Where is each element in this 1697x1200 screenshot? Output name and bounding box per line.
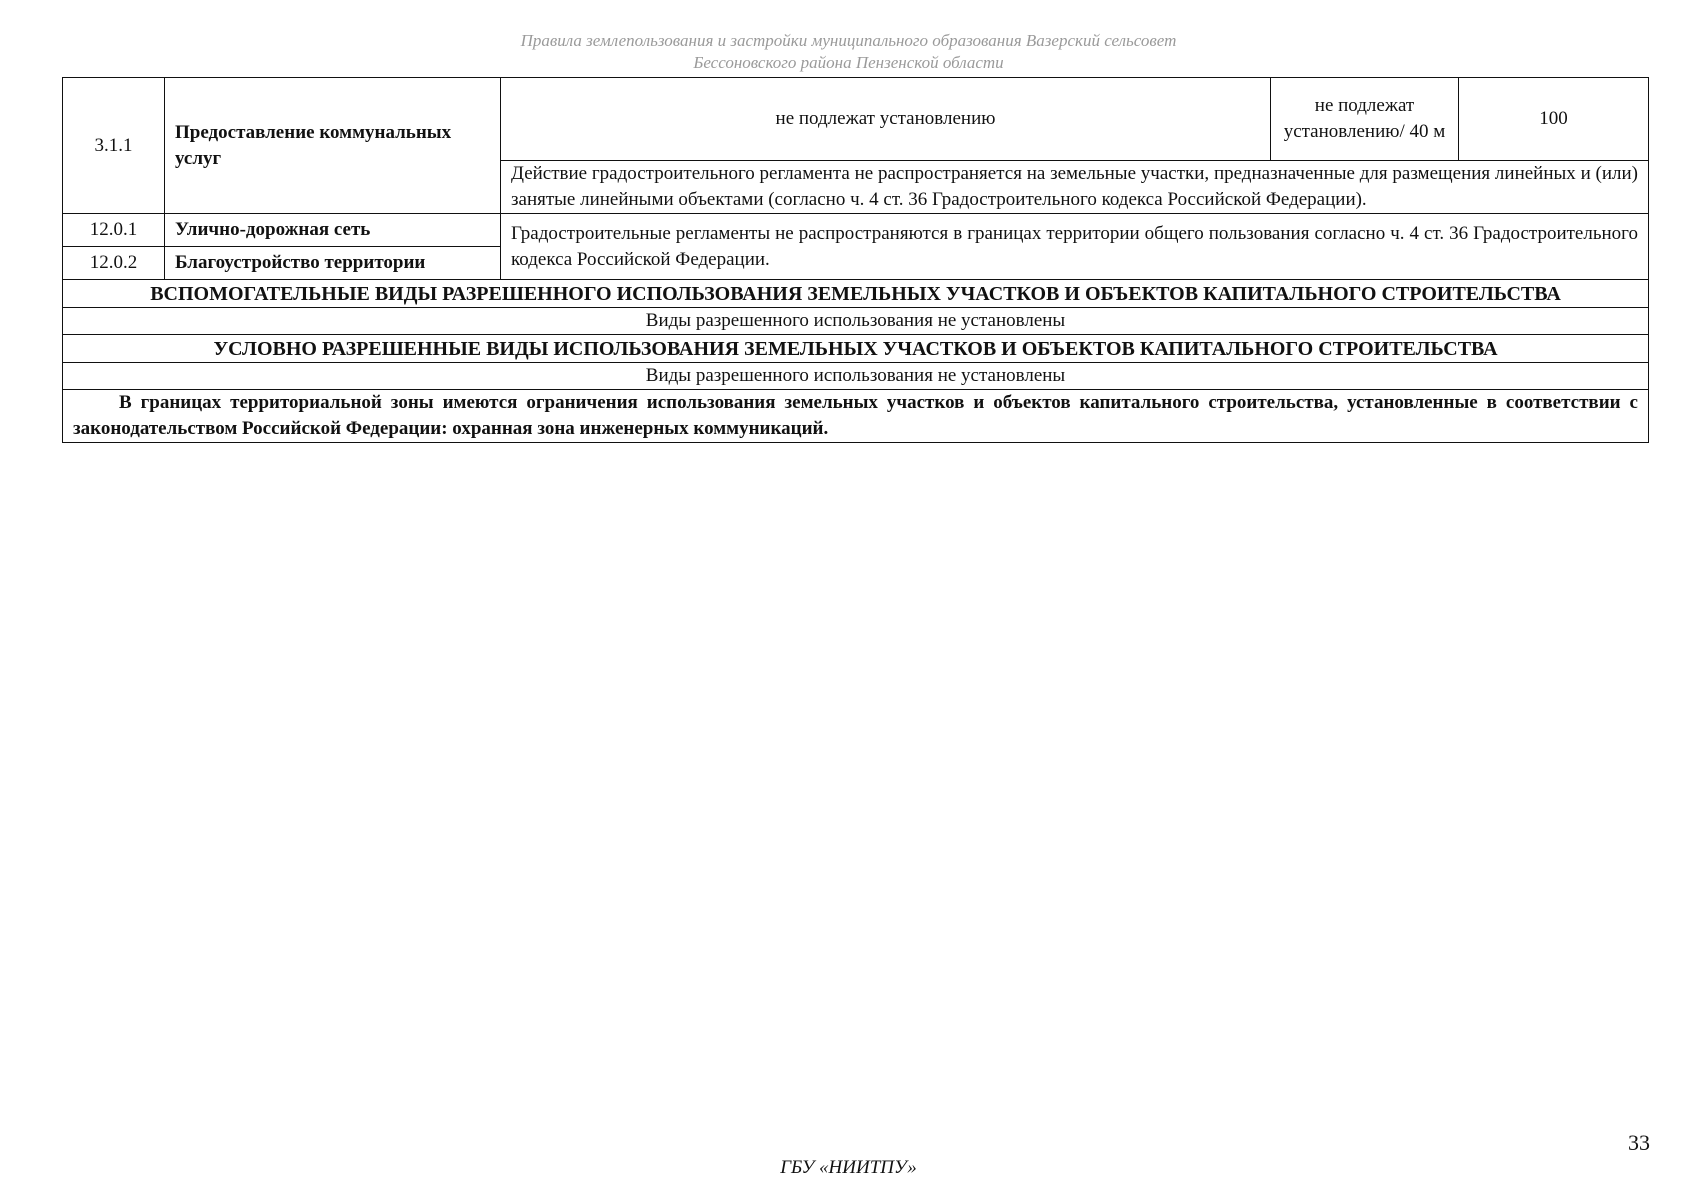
conditional-uses-value: Виды разрешенного использования не установлены	[63, 363, 1649, 390]
table-row	[63, 214, 1649, 247]
setback-cell: не подлежат установлению/ 40 м	[1271, 78, 1459, 161]
running-header-line-1: Правила землепользования и застройки муниципального образования Вазерский сельсовет	[520, 31, 1177, 50]
table-row	[63, 363, 1649, 390]
table-row	[63, 308, 1649, 335]
auxiliary-uses-heading: ВСПОМОГАТЕЛЬНЫЕ ВИДЫ РАЗРЕШЕННОГО ИСПОЛЬЗОВАНИЯ ЗЕМЕЛЬНЫХ УЧАСТКОВ И ОБЪЕКТОВ КАПИТАЛЬНОГО СТРОИТЕЛЬСТВА	[63, 280, 1649, 308]
table-row	[63, 280, 1649, 308]
use-code-12-0-1: 12.0.1	[63, 214, 165, 247]
parameters-cell: не подлежат установлению	[501, 78, 1271, 161]
use-code-12-0-2: 12.0.2	[63, 247, 165, 280]
table-row	[63, 78, 1649, 161]
use-name-12-0-2: Благоустройство территории	[165, 247, 501, 280]
use-code-3-1-1: 3.1.1	[63, 78, 165, 214]
page-number: 33	[1628, 1130, 1650, 1155]
use-name-3-1-1: Предоставление коммунальных услуг	[165, 78, 501, 214]
running-header	[0, 30, 1697, 74]
table-row	[63, 335, 1649, 363]
regulation-note-3-1-1: Действие градостроительного регламента не распространяется на земельные участки, предназначенные для размещения линейных и (или) занятые линейными объектами (согласно ч. 4 ст. 36 Градостроительного кодекса Российской Федерации).	[501, 161, 1649, 214]
regulation-note-12: Градостроительные регламенты не распространяются в границах территории общего пользования согласно ч. 4 ст. 36 Градостроительного кодекса Российской Федерации.	[501, 214, 1649, 280]
use-name-12-0-1: Улично-дорожная сеть	[165, 214, 501, 247]
running-footer: ГБУ «НИИТПУ»	[780, 1157, 917, 1178]
conditional-uses-heading: УСЛОВНО РАЗРЕШЕННЫЕ ВИДЫ ИСПОЛЬЗОВАНИЯ ЗЕМЕЛЬНЫХ УЧАСТКОВ И ОБЪЕКТОВ КАПИТАЛЬНОГО СТРОИТЕЛЬСТВА	[63, 335, 1649, 363]
land-use-regulation-table	[62, 77, 1649, 443]
restrictions-note: В границах территориальной зоны имеются ограничения использования земельных участков и объектов капитального строительства, установленные в соответствии с законодательством Российской Федерации: охранная зона инженерных коммуникаций.	[63, 390, 1649, 443]
running-header-line-2: Бессоновского района Пензенской области	[693, 53, 1004, 72]
auxiliary-uses-value: Виды разрешенного использования не установлены	[63, 308, 1649, 335]
coverage-percent-cell: 100	[1459, 78, 1649, 161]
table-row	[63, 390, 1649, 443]
